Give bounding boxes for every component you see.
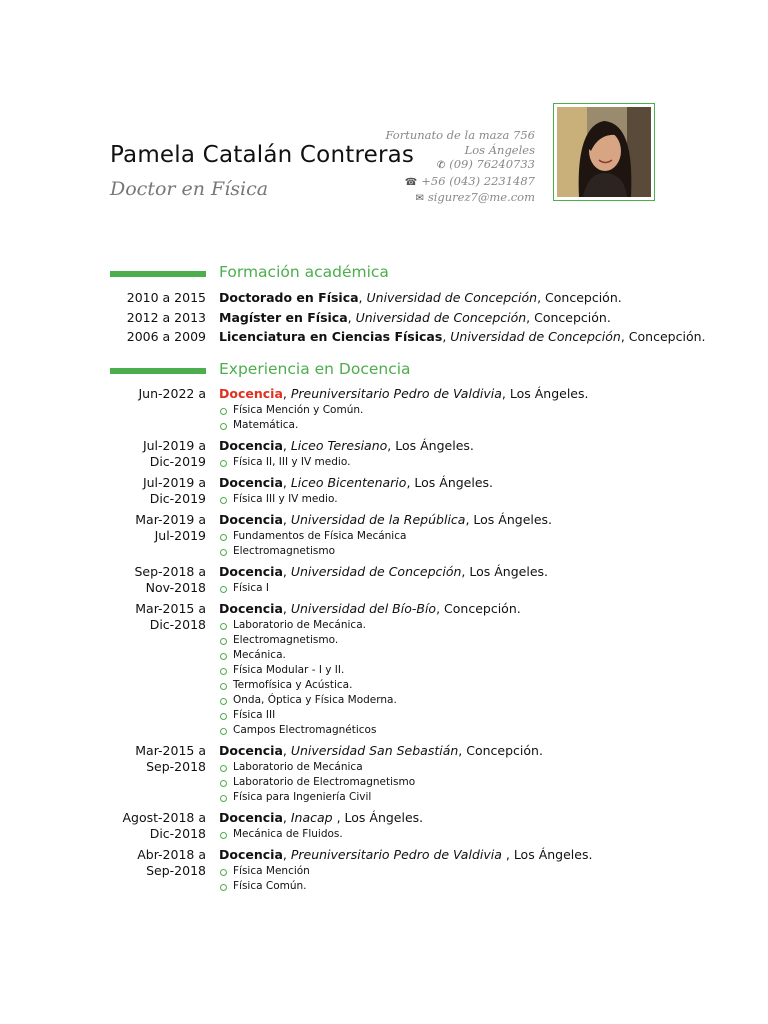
city-name: Concepción. [545, 290, 622, 305]
teaching-heading: Experiencia en Docencia [219, 360, 411, 378]
city-name: Los Ángeles. [473, 512, 553, 527]
start-date: Mar-2015 a [135, 743, 206, 758]
course-item: Mecánica de Fluidos. [219, 827, 710, 842]
course-list [219, 618, 710, 738]
course-list [219, 455, 710, 470]
course-item: Matemática. [219, 418, 710, 433]
course-list [219, 827, 710, 842]
teaching-entry [110, 475, 710, 507]
role-name: Docencia [219, 743, 283, 758]
end-date: Dic-2018 [149, 826, 206, 841]
workplace-name: Preuniversitario Pedro de Valdivia [290, 386, 502, 401]
telephone-icon: ☎ [404, 176, 418, 188]
teaching-heading-line: Docencia, Inacap , Los Ángeles. [219, 810, 424, 825]
mobile-row [385, 157, 535, 174]
email-row [385, 190, 535, 207]
course-list [219, 529, 710, 559]
teaching-dates [110, 743, 206, 775]
course-item: Fundamentos de Física Mecánica [219, 529, 710, 544]
section-bar [110, 368, 206, 374]
teaching-entry [110, 386, 710, 433]
city-name: Los Ángeles. [513, 847, 593, 862]
portrait-image [557, 107, 651, 197]
course-item: Electromagnetismo [219, 544, 710, 559]
teaching-entry [110, 847, 710, 894]
teaching-body [219, 743, 710, 805]
teaching-entry [110, 512, 710, 559]
role-name: Docencia [219, 601, 283, 616]
degree-name: Licenciatura en Ciencias Físicas [219, 329, 443, 344]
start-date: Mar-2019 a [135, 512, 206, 527]
phone-number: +56 (043) 2231487 [421, 173, 535, 188]
end-date: Sep-2018 [146, 863, 206, 878]
teaching-dates [110, 512, 206, 544]
education-detail: Magíster en Física, Universidad de Concepción, Concepción. [219, 309, 611, 325]
teaching-dates [110, 847, 206, 879]
course-item: Física Mención [219, 864, 710, 879]
course-item: Física II, III y IV medio. [219, 455, 710, 470]
teaching-heading-line: Docencia, Universidad de Concepción, Los Ángeles. [219, 564, 549, 579]
education-date: 2006 a 2009 [126, 329, 206, 344]
education-list [110, 290, 706, 349]
start-date: Sep-2018 a [134, 564, 206, 579]
role-name: Docencia [219, 386, 283, 401]
contact-block [385, 128, 535, 207]
end-date: Dic-2018 [149, 617, 206, 632]
course-item: Física Modular - I y II. [219, 663, 710, 678]
workplace-name: Inacap [290, 810, 337, 825]
envelope-icon: ✉ [415, 193, 424, 204]
city-name: Concepción. [466, 743, 543, 758]
teaching-body [219, 438, 710, 470]
city-name: Concepción. [628, 329, 706, 344]
teaching-body [219, 847, 710, 894]
course-item: Termofísica y Acústica. [219, 678, 710, 693]
workplace-name: Preuniversitario Pedro de Valdivia [290, 847, 506, 862]
institution-name: Universidad de Concepción [450, 329, 621, 344]
teaching-body [219, 810, 710, 842]
teaching-heading-line: Docencia, Universidad de la República, Los Ángeles. [219, 512, 553, 527]
teaching-body [219, 564, 710, 596]
teaching-body [219, 512, 710, 559]
course-item: Laboratorio de Mecánica [219, 760, 710, 775]
institution-name: Universidad de Concepción [366, 290, 538, 305]
workplace-name: Liceo Teresiano [290, 438, 388, 453]
education-detail: Doctorado en Física, Universidad de Concepción, Concepción. [219, 290, 622, 305]
education-detail: Licenciatura en Ciencias Físicas, Universidad de Concepción, Concepción. [219, 329, 706, 344]
mobile-number: (09) 76240733 [449, 157, 535, 171]
course-item: Física Mención y Común. [219, 403, 710, 418]
city-name: Concepción. [534, 309, 611, 325]
teaching-heading-line: Docencia, Preuniversitario Pedro de Valdivia, Los Ángeles. [219, 386, 589, 401]
course-list [219, 581, 710, 596]
start-date: Jun-2022 a [138, 386, 206, 401]
course-list [219, 864, 710, 894]
role-name: Docencia [219, 475, 283, 490]
institution-name: Universidad de Concepción [355, 309, 527, 325]
education-date: 2012 a 2013 [126, 309, 206, 325]
teaching-heading-line: Docencia, Universidad del Bío-Bío, Concepción. [219, 601, 521, 616]
course-item: Física III [219, 708, 710, 723]
course-item: Onda, Óptica y Física Moderna. [219, 693, 710, 708]
role-name: Docencia [219, 810, 283, 825]
teaching-dates [110, 386, 206, 402]
start-date: Abr-2018 a [137, 847, 206, 862]
teaching-body [219, 386, 710, 433]
education-entry [110, 310, 690, 330]
teaching-list [110, 386, 710, 899]
course-item: Física I [219, 581, 710, 596]
address-line-2: Los Ángeles [464, 142, 535, 157]
start-date: Agost-2018 a [122, 810, 206, 825]
teaching-dates [110, 601, 206, 633]
start-date: Mar-2015 a [135, 601, 206, 616]
degree-name: Doctorado en Física [219, 290, 359, 305]
course-item: Laboratorio de Mecánica. [219, 618, 710, 633]
city-name: Los Ángeles. [469, 564, 549, 579]
role-name: Docencia [219, 847, 283, 862]
course-list [219, 760, 710, 805]
city-name: Los Ángeles. [509, 386, 589, 401]
teaching-entry [110, 438, 710, 470]
start-date: Jul-2019 a [142, 475, 206, 490]
workplace-name: Universidad de la República [290, 512, 466, 527]
teaching-dates [110, 438, 206, 470]
person-title: Doctor en Física [110, 178, 269, 200]
teaching-dates [110, 810, 206, 842]
teaching-dates [110, 475, 206, 507]
end-date: Nov-2018 [145, 580, 206, 595]
teaching-body [219, 601, 710, 738]
teaching-entry [110, 564, 710, 596]
mobile-phone-icon: ✆ [436, 160, 446, 171]
phone-row [385, 174, 535, 191]
course-item: Física III y IV medio. [219, 492, 710, 507]
education-heading: Formación académica [219, 263, 389, 281]
role-name: Docencia [219, 512, 283, 527]
start-date: Jul-2019 a [142, 438, 206, 453]
city-name: Los Ángeles. [344, 810, 424, 825]
education-date: 2010 a 2015 [126, 290, 206, 305]
course-item: Campos Electromagnéticos [219, 723, 710, 738]
city-name: Los Ángeles. [395, 438, 474, 453]
end-date: Dic-2019 [149, 454, 206, 469]
teaching-dates [110, 564, 206, 596]
workplace-name: Universidad de Concepción [290, 564, 462, 579]
course-item: Laboratorio de Electromagnetismo [219, 775, 710, 790]
course-item: Física para Ingeniería Civil [219, 790, 710, 805]
address-line-1: Fortunato de la maza 756 [385, 128, 535, 142]
person-name: Pamela Catalán Contreras [110, 142, 415, 168]
teaching-entry [110, 743, 710, 805]
course-item: Electromagnetismo. [219, 633, 710, 648]
workplace-name: Liceo Bicentenario [290, 475, 407, 490]
end-date: Sep-2018 [146, 759, 206, 774]
teaching-heading-line: Docencia, Preuniversitario Pedro de Valdivia , Los Ángeles. [219, 847, 593, 862]
teaching-body [219, 475, 710, 507]
course-item: Física Común. [219, 879, 710, 894]
role-name: Docencia [219, 438, 283, 453]
email-address[interactable]: sigurez7@me.com [427, 190, 535, 204]
workplace-name: Universidad San Sebastián [290, 743, 459, 758]
course-list [219, 403, 710, 433]
city-name: Concepción. [444, 601, 521, 616]
end-date: Dic-2019 [149, 491, 206, 506]
course-item: Mecánica. [219, 648, 710, 663]
degree-name: Magíster en Física [219, 309, 348, 325]
section-bar [110, 271, 206, 277]
education-entry [110, 329, 706, 349]
teaching-heading-line: Docencia, Liceo Bicentenario, Los Ángeles. [219, 475, 494, 490]
teaching-heading-line: Docencia, Liceo Teresiano, Los Ángeles. [219, 438, 474, 453]
teaching-entry [110, 810, 710, 842]
teaching-heading-line: Docencia, Universidad San Sebastián, Concepción. [219, 743, 543, 758]
workplace-name: Universidad del Bío-Bío [290, 601, 437, 616]
course-list [219, 492, 710, 507]
teaching-entry [110, 601, 710, 738]
profile-photo [553, 103, 655, 201]
city-name: Los Ángeles. [414, 475, 494, 490]
education-entry [110, 290, 690, 310]
end-date: Jul-2019 [154, 528, 206, 543]
role-name: Docencia [219, 564, 283, 579]
